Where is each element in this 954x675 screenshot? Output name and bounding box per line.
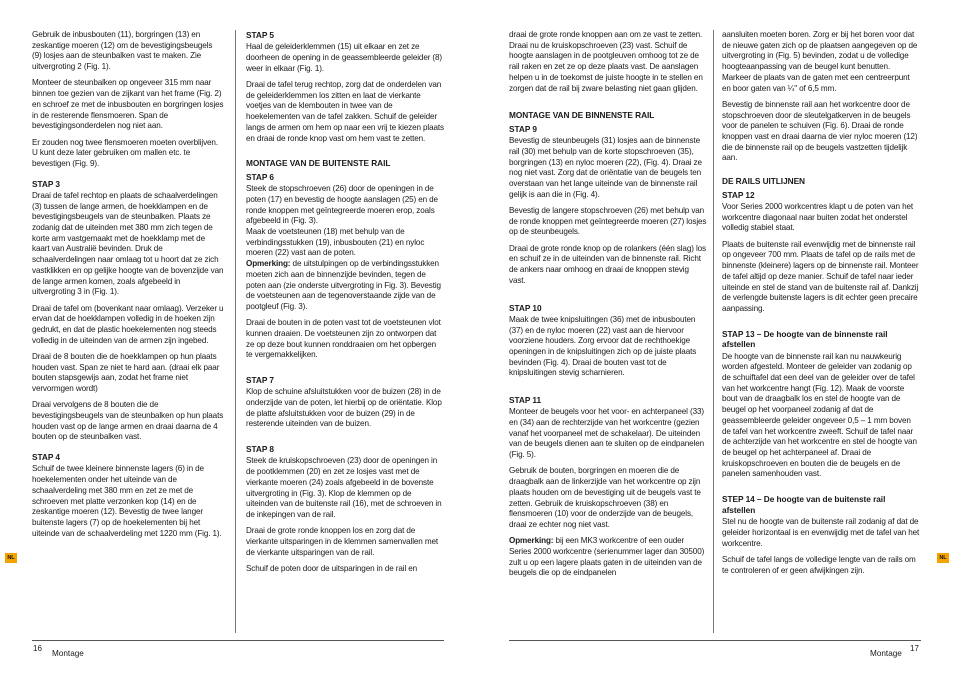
paragraph-note [246,259,444,313]
paragraph: Draai de tafel om (bovenkant naar omlaag). Verzeker u ervan dat de hoekklampen volledig in de hoeken zijn gedrukt, en dat de plastic hoekelementen nog steeds volledig in de uiteinden van de armen zijn ingebed. [32,303,224,345]
paragraph: Gebruik de inbusbouten (11), borgringen (13) en zeskantige moeren (12) om de bevestigingsbeugels (9) losjes aan de steunbalken vast te maken. Zie uitvergroting 2 (Fig. 1). [32,30,213,72]
step-heading-8: STAP 8 [246,444,274,455]
paragraph: Draai de tafel rechtop en plaats de schaalverdelingen (3) tussen de lange armen, de hoekklampen en de bevestigingsbeugels van de steunbalken. Plaats ze zodanig dat de uiteinden met 380 mm zich tegen de korte arm vastgemaakt met de hoekklamp met de kaart van Australië bevinden. Druk de schaalverdelingen naar omlaag tot u hoort dat ze zich vastklikken en op gelijke hoogte van de bovenzijde van de lange armen komen, zoals afgebeeld in uitvergroting 3 in (Fig. 1). [32,190,224,297]
language-tab-left: NL [5,553,17,563]
column-divider [713,30,714,633]
paragraph: Schuif de twee kleinere binnenste lagers (6) in de hoekelementen onder het uiteinde van de schaalverdeling met 380 mm en zet ze met de schroeven met platte verzonken kop (14) en de zeskantige moeren (12). Bevestig de twee langer buitenste lagers (7) op de hoekelementen bij het uiteinde van de schaalverdeling met 1220 mm (Fig. 1). [32,464,222,538]
paragraph: Plaats de buitenste rail evenwijdig met de binnenste rail op ongeveer 700 mm. Plaats de tafel op de rails met de binnenste (kleinere) lagers op de binnenste rail. Monteer de tafel altijd op deze manier. Schuif de tafel naar ieder uiteinde en stel de stand van de buitenste rail af. Dankzij de verlengde buitenste lagers is dit echter geen precaire aanpassing. [722,239,919,313]
footer-label-right: Montage [870,649,902,658]
paragraph: Er zouden nog twee flensmoeren moeten overblijven. U kunt deze later gebruiken om mallen etc. te bevestigen (Fig. 9). [32,137,218,168]
paragraph: Monteer de steunbalken op ongeveer 315 mm naar binnen toe gezien van de zijkant van het frame (Fig. 2) en schroef ze met de inbusbouten en borgringen losjes in de resterende flensmoeren. Span de bevestigingsonderdelen nog niet aan. [32,78,224,131]
footer-label-left: Montage [52,649,84,658]
note-text: bij een MK3 workcentre of een ouder Series 2000 workcentre (serienummer lager dan 30500) zult u op een lagere plaats gaten in de uiteinden van de beugels die op de eindpanelen [509,536,705,578]
column-divider [235,30,236,633]
footer-rule-right [509,640,921,641]
paragraph: Klop de schuine afsluitstukken voor de buizen (28) in de onderzijde van de poten, let hierbij op de oriëntatie. Klop de platte afsluitstukken voor de buizen (29) in de resterende uiteinden van de buizen. [246,387,442,429]
paragraph: aansluiten moeten boren. Zorg er bij het boren voor dat de nieuwe gaten zich op de plaatsen aangegeven op de uitvergroting in (Fig. 5) bevinden, zodat u de volledige hoogteaanpassing van de beugel kunt benutten. Markeer de plaats van de gaten met een centreerpunt en boor gaten van ¼" of 6,5 mm. [722,30,918,93]
paragraph: Bevestig de binnenste rail aan het workcentre door de stopschroeven door de sleutelgatkerven in de beugels voor de panelen te schuiven (Fig. 6). Draai de ronde knoppen vast en draai daarna de vier nyloc moeren (12) die de binnenste rail op de beugels vastzetten tijdelijk aan. [722,99,918,163]
paragraph: Maak de voetsteunen (18) met behulp van de verbindingsstukken (19), inbusbouten (21) en nyloc moeren (22) vast aan de poten. [246,227,425,258]
page-number-left: 16 [33,644,42,653]
paragraph: Haal de geleiderklemmen (15) uit elkaar en zet ze doorheen de opening in de geassembleerde geleider (8) weer in elkaar (Fig. 1). [246,42,443,73]
footer-rule-left [32,640,444,641]
paragraph: Bevestig de steunbeugels (31) losjes aan de binnenste rail (30) met behulp van de korte stopschroeven (35), borgringen (13) en nyloc moeren (22), (Fig. 4). Draai ze nog niet vast. Zorg dat de oriëntatie van de beugels ten overstaan van het lange uiteinde van de binnenste rail gelijk is aan die in (Fig. 4). [509,136,702,199]
paragraph: draai de grote ronde knoppen aan om ze vast te zetten. Draai nu de kruiskopschroeven (23) vast. Schuif de hoogte aanslagen in de pootgleuven omhoog tot ze de rail raken en zet ze op deze plaats vast. De aanslagen helpen u in de toekomst de juiste hoogte in te stellen en zorgen dat de rail bij zware belasting niet gaan glijden. [509,30,703,93]
paragraph: De hoogte van de binnenste rail kan nu nauwkeurig worden afgesteld. Monteer de geleider van zodanig op de schuiftafel dat een deel van de geleider over de tafel van het workcentre hangt (Fig. 12). Maak de voorste bout van de draagbalk los en stel de hoogte van de beugel op het voorpaneel zodanig af dat de geassembleerde geleider ongeveer 0,5 – 1 mm boven de tafel van het workcentre zweeft. Schuif de tafel naar de achterzijde van het workcentre en stel de hoogte van de beugel op het achterpaneel af. Draai de kruiskopschroeven en bouten die de beugels en de panelen samenhouden vast. [722,351,917,479]
paragraph: Steek de stopschroeven (26) door de openingen in de poten (17) en bevestig de hoogte aanslagen (25) en de ronde knoppen met geïntegreerde moeren erop, zoals afgebeeld in (Fig. 3). [246,184,438,226]
paragraph: Draai de bouten in de poten vast tot de voetsteunen vlot kunnen draaien. De voetsteunen zijn zo ontworpen dat ze op deze bout kunnen ronddraaien om het opbergen te vergemakkelijken. [246,318,441,360]
paragraph: Draai de grote ronde knop op de rolankers (één slag) los en schuif ze in de uiteinden van de binnenste rail. Richt de ankers naar omhoog en draai de knoppen stevig vast. [509,243,706,285]
step-heading-13: STAP 13 – De hoogte van de binnenste rail afstellen [722,328,888,350]
paragraph: Voor Series 2000 workcentres klapt u de poten van het workcentre diagonaal naar buiten zodat het onderstel volledig stabiel staat. [722,202,914,233]
section-heading-inner-rail: MONTAGE VAN DE BINNENSTE RAIL [509,110,655,121]
section-heading-align-rails: DE RAILS UITLIJNEN [722,176,805,187]
step-heading-3: STAP 3 [32,178,60,189]
paragraph: Draai de grote ronde knoppen los en zorg dat de vierkante uitsparingen in de klemmen samenvallen met de vierkante uitsparingen van de rail. [246,526,439,557]
paragraph: Draai vervolgens de 8 bouten die de bevestigingsbeugels van de steunbalken op hun plaats houden vast op de lange armen en draai daarna de 4 bouten op de steunbalken vast. [32,400,224,442]
paragraph: Monteer de beugels voor het voor- en achterpaneel (33) en (34) aan de rechterzijde van het workcentre (gezien vanaf het voorpaneel met de schakelaar). De uiteinden van de beugels dienen aan te sluiten op de eindpanelen (Fig. 5). [509,407,705,460]
step-heading-10: STAP 10 [509,302,542,313]
step-heading-5: STAP 5 [246,30,274,40]
step-heading-9: STAP 9 [509,123,537,134]
step-heading-6: STAP 6 [246,171,274,182]
step-heading-4: STAP 4 [32,452,60,463]
step-heading-12: STAP 12 [722,189,755,200]
page-number-right: 17 [910,644,919,653]
column-1 [32,30,224,545]
note-label: Opmerking: [246,259,291,269]
paragraph-note [509,536,707,579]
paragraph: Bevestig de langere stopschroeven (26) met behulp van de ronde knoppen met geïntegreerde moeren (27) losjes op de steunbeugels. [509,206,707,237]
paragraph: Gebruik de bouten, borgringen en moeren die de draagbalk aan de linkerzijde van het workcentre op zijn plaats houden om de bevestiging uit de beugels vast te zetten. Gebruik de kruiskopschroeven (38) en flensmoeren (10) voor de onderzijde van de beugels, draai ze echter nog niet vast. [509,466,701,529]
paragraph: Stel nu de hoogte van de buitenste rail zodanig af dat de geleider horizontaal is en evenwijdig met de tafel van het workcentre. [722,517,920,548]
column-3 [509,30,707,585]
column-2 [246,30,444,580]
paragraph: Draai de tafel terug rechtop, zorg dat de onderdelen van de geleiderklemmen los zitten en laat de vierkante voetjes van de klembouten in twee van de hoekelementen van de tafel zakken. Schuif de geleider langs de armen om hem op naar een vrij te kiezen plaats en draai de ronde knop vast om hem vast te zetten. [246,80,444,143]
paragraph: Schuif de poten door de uitsparingen in de rail en [246,563,418,573]
paragraph: Maak de twee knipsluitingen (36) met de inbusbouten (37) en de nyloc moeren (22) vast aan de hiervoor voorziene houders. Zorg ervoor dat de rechthoekige openingen in de knipsluitingen zich op de juiste plaats bevinden (Fig. 4). Draai de bouten vast tot de knipsluitingen stevig scharnieren. [509,314,697,378]
note-label: Opmerking: [509,536,554,546]
column-4 [722,30,920,582]
step-heading-7: STAP 7 [246,375,274,386]
step-heading-11: STAP 11 [509,395,542,406]
section-heading-outer-rail: MONTAGE VAN DE BUITENSTE RAIL [246,158,391,169]
step-heading-14: STEP 14 – De hoogte van de buitenste rail afstellen [722,494,886,515]
paragraph: Draai de 8 bouten die de hoekklampen op hun plaats houden vast. Span ze niet te hard aan. (draai elk paar bouten stapsgewijs aan, zodat het frame niet vervormgen wordt) [32,351,220,394]
language-tab-right: NL [937,553,949,563]
paragraph: Schuif de tafel langs de volledige lengte van de rails om te controleren of er geen afwijkingen zijn. [722,554,916,575]
paragraph: Steek de kruiskopschroeven (23) door de openingen in de pootklemmen (20) en zet ze losjes vast met de vierkante moeren (24) zoals afgebeeld in de bovenste uitvergroting in (Fig. 3). Klop de klemmen op de uiteinden van de buitenste rail (16), met de schroeven in de inkepingen van de rail. [246,456,442,519]
note-text: de uitstulpingen op de verbindingsstukken moeten zich aan de binnenzijde bevinden, tegen de poten aan (zie onderste uitvergroting in Fig. 3). Bevestig de voetsteunen aan de tegenoverstaande zijde van de pootgleuf (Fig. 3). [246,259,441,311]
